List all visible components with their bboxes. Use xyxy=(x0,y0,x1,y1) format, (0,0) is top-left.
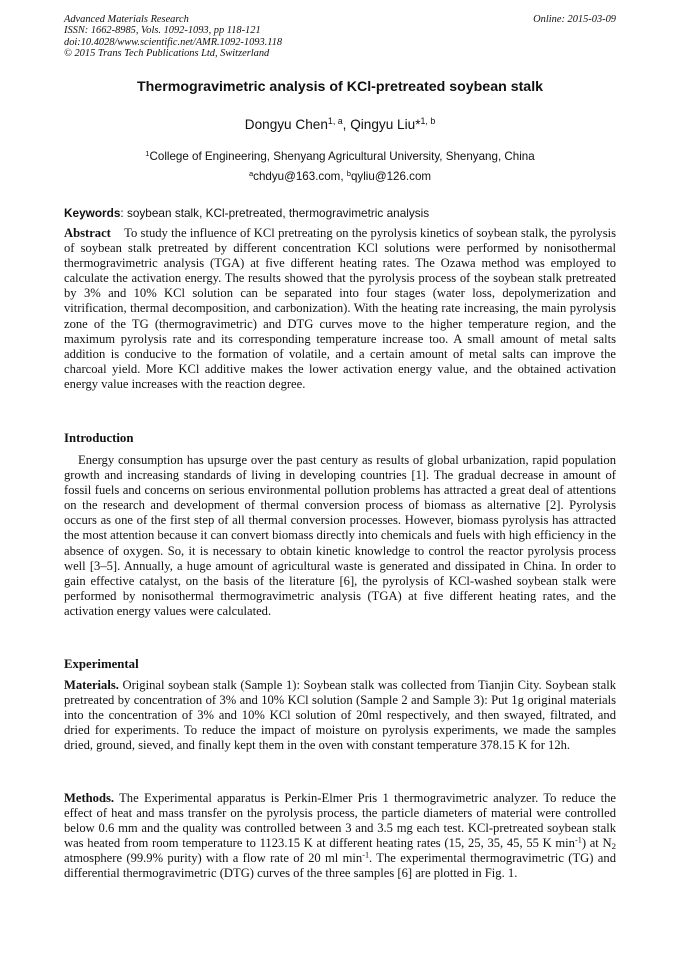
unit-superscript: -1 xyxy=(574,835,582,845)
affiliation-text: College of Engineering, Shenyang Agricultural University, Shenyang, China xyxy=(149,150,535,163)
doi-line: doi:10.4028/www.scientific.net/AMR.1092-1093.118 xyxy=(64,36,283,48)
journal-name: Advanced Materials Research xyxy=(64,14,189,25)
paper-title: Thermogravimetric analysis of KCl-pretreated soybean stalk xyxy=(136,79,544,95)
author-name: Dongyu Chen xyxy=(244,117,328,132)
abstract xyxy=(64,226,616,392)
corresponding-mark: * xyxy=(415,117,421,132)
affiliation-superscript: 1 xyxy=(145,148,150,158)
introduction-paragraph: Energy consumption has upsurge over the past century as results of global urbanization, rapid population growth and increasing standards of living in developing countries [1]. The gradual decrease in amount of fossil fuels and concerns on serious environmental pollution problems has attracted a great deal of attentions on the research and development of thermal conversion process of biomass as alternative [2]. Pyrolysis occurs as one of the first step of all thermal conversion processes. However, biomass pyrolysis has attracted the most attention because it can convert biomass directly into chemicals and fuels with high efficiency in the absence of oxygen. So, it is necessary to obtain kinetic knowledge to control the reactor pyrolysis process well [3–5]. Annually, a huge amount of agricultural waste is generated and dissipated in China. In order to gain effective catalyst, on the basis of the literature [6], the pyrolysis of KCl-washed soybean stalk were performed by nonisothermal thermogravimetric analysis (TGA) at five different heating rates, and the activation energy values were calculated. xyxy=(64,453,616,618)
email-superscript: b xyxy=(346,168,351,178)
methods-text: . The experimental thermogravimetric (TG) and differential thermogravimetric (DTG) curves of the three samples [6] are plotted in Fig. 1. xyxy=(64,851,616,881)
methods-label: Methods. xyxy=(64,791,115,805)
methods-paragraph xyxy=(64,791,616,882)
methods-text: The Experimental apparatus is Perkin-Elmer Pris 1 thermogravimetric analyzer. To reduce the effect of heat and mass transfer on the pyrolysis process, the particle diameters of material were controlled below 0.6 mm and the quality was controlled between 3 and 3.5 mg each test. KCl-pretreated soybean stalk was heated from room temperature to 1123.15 K at different heating rates (15, 25, 35, 45, 55 K min xyxy=(64,791,616,851)
materials-text: Original soybean stalk (Sample 1): Soybean stalk was collected from Tianjin City. Soybean stalk pretreated by concentration of 3% and 10% KCl solution (Sample 2 and Sample 3): Put 1g original materials into the concentration of 3% and 10% KCl solution of 20ml respectively, and then swayed, filtrated, and dried for experiments. To reduce the impact of moisture on pyrolysis experiments, we made the samples dried, ground, sieved, and finally kept them in the oven with constant temperature 378.15 K for 12h. xyxy=(64,678,616,753)
keywords xyxy=(64,206,616,220)
keywords-text: : soybean stalk, KCl-pretreated, thermogravimetric analysis xyxy=(120,206,430,220)
author-list xyxy=(64,117,616,132)
nitrogen-subscript: 2 xyxy=(611,841,616,852)
materials-label: Materials. xyxy=(64,678,119,692)
author-superscript: 1, b xyxy=(420,116,436,127)
section-heading-introduction: Introduction xyxy=(64,431,134,445)
author-separator: , xyxy=(342,117,351,132)
section-heading-experimental: Experimental xyxy=(64,657,139,671)
author-superscript: 1, a xyxy=(327,116,343,127)
materials-paragraph xyxy=(64,678,616,753)
author-emails xyxy=(64,170,616,183)
copyright-line: © 2015 Trans Tech Publications Ltd, Switzerland xyxy=(64,47,270,59)
keywords-label: Keywords xyxy=(64,206,121,220)
unit-superscript: -1 xyxy=(362,850,370,860)
methods-text: ) at N xyxy=(581,836,612,851)
affiliation xyxy=(64,150,616,163)
abstract-text: To study the influence of KCl pretreating on the pyrolysis kinetics of soybean stalk, the pyrolysis of soybean stalk pretreated by different concentration KCl solutions were performed by nonisothermal thermogravimetric analysis (TGA) at five different heating rates. The Ozawa method was employed to calculate the activation energy. The results showed that the pyrolysis process of the soybean stalk pretreated by 3% and 10% KCl solution can be separated into four stages (water loss, depolymerization and vitrification, thermal decomposition, and carbonization). With the heating rate increasing, the main pyrolysis zone of the TG (thermogravimetric) and DTG curves move to the higher temperature region, and the maximum pyrolysis rate and its corresponding temperature increase too. A small amount of metal salts addition is conducive to the formation of volatile, and a certain amount of metal salts can improve the charcoal yield. More KCl additive makes the lower activation energy value, and the obtained activation energy value increases with the reaction degree. xyxy=(64,226,617,391)
running-header xyxy=(64,14,616,59)
email-superscript: a xyxy=(248,168,254,178)
author-name: Qingyu Liu xyxy=(350,117,416,132)
abstract-label: Abstract xyxy=(64,226,111,240)
email-link[interactable]: qyliu@126.com xyxy=(350,170,432,183)
issn-line: ISSN: 1662-8985, Vols. 1092-1093, pp 118-121 xyxy=(64,25,261,37)
methods-text: atmosphere (99.9% purity) with a flow rate of 20 ml min xyxy=(64,851,363,866)
email-link[interactable]: chdyu@163.com, xyxy=(253,170,347,183)
online-date: Online: 2015-03-09 xyxy=(533,14,616,25)
